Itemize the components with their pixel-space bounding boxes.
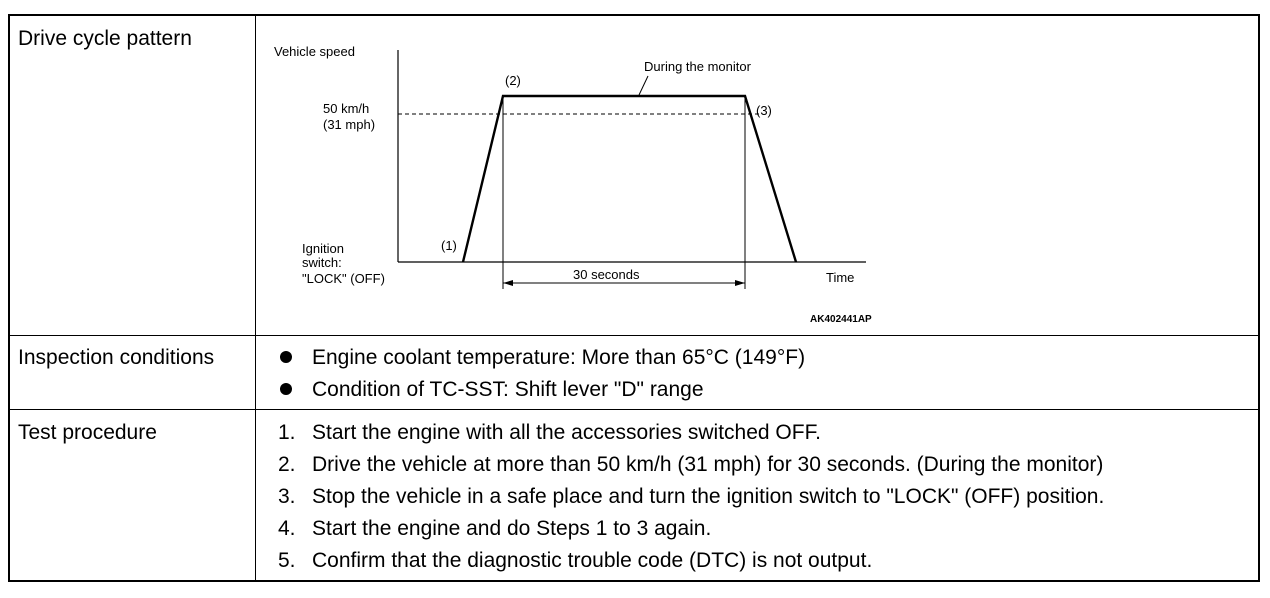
step-number: 4. — [278, 517, 296, 540]
row-label-test-procedure: Test procedure — [18, 421, 157, 444]
inspection-condition-text: Condition of TC-SST: Shift lever "D" range — [312, 378, 704, 401]
speed-label-kmh: 50 km/h — [323, 101, 370, 116]
duration-label: 30 seconds — [573, 267, 640, 282]
step-number: 5. — [278, 549, 296, 572]
step-text: Drive the vehicle at more than 50 km/h (31 mph) for 30 seconds. (During the monitor) — [312, 453, 1104, 476]
ignition-label-line3: "LOCK" (OFF) — [302, 271, 385, 286]
step-text: Start the engine with all the accessories switched OFF. — [312, 421, 821, 444]
duration-arrowhead-right — [735, 280, 745, 286]
duration-arrowhead-left — [503, 280, 513, 286]
speed-trace — [463, 96, 796, 262]
bullet-icon — [280, 383, 292, 395]
ignition-label-line2: switch: — [302, 255, 342, 270]
bullet-icon — [280, 351, 292, 363]
speed-label-mph: (31 mph) — [323, 117, 376, 132]
step-number: 3. — [278, 485, 296, 508]
inspection-condition-item — [278, 346, 805, 370]
procedure-step — [278, 517, 711, 541]
step-text: Stop the vehicle in a safe place and turn the ignition switch to "LOCK" (OFF) position. — [312, 485, 1105, 508]
ignition-label-line1: Ignition — [302, 241, 344, 256]
step-text: Start the engine and do Steps 1 to 3 again. — [312, 517, 712, 540]
y-axis-label: Vehicle speed — [274, 44, 355, 59]
monitor-label: During the monitor — [644, 59, 751, 74]
point-1-label: (1) — [441, 238, 457, 253]
step-number: 1. — [278, 421, 296, 444]
step-number: 2. — [278, 453, 296, 476]
procedure-step — [278, 549, 872, 573]
row-label-drive-cycle: Drive cycle pattern — [18, 27, 192, 50]
figure-code: AK402441AP — [810, 314, 872, 325]
step-text: Confirm that the diagnostic trouble code (DTC) is not output. — [312, 549, 873, 572]
row-label-inspection-conditions: Inspection conditions — [18, 346, 215, 369]
procedure-step — [278, 421, 821, 445]
point-2-label: (2) — [505, 73, 521, 88]
x-axis-label: Time — [826, 270, 855, 285]
inspection-condition-item — [278, 378, 704, 402]
monitor-leader — [639, 76, 648, 95]
inspection-condition-text: Engine coolant temperature: More than 65°C (149°F) — [312, 346, 806, 369]
procedure-step — [278, 453, 1103, 477]
procedure-step — [278, 485, 1104, 509]
point-3-label: (3) — [756, 103, 772, 118]
